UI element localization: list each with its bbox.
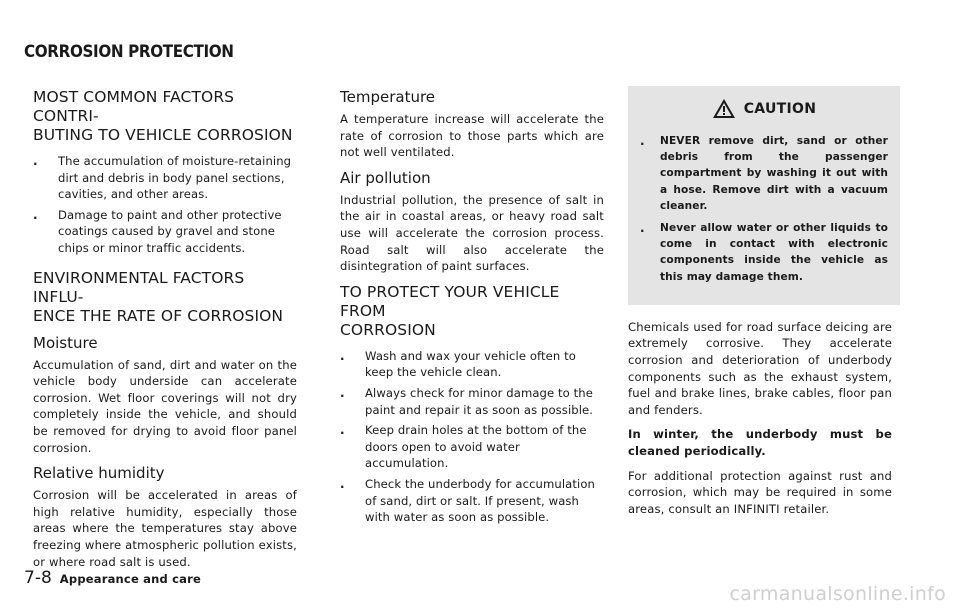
list-item: . The accumulation of moisture-retaining dirt and debris in body panel sections, cavities, and other areas.	[33, 154, 292, 202]
page-number: 7-8	[24, 568, 52, 588]
page-header-title: CORROSION PROTECTION	[24, 42, 234, 61]
caution-header	[640, 98, 888, 119]
section-heading-environmental-factors: ENVIRONMENTAL FACTORS INFLU- ENCE THE RATE OF CORROSION	[33, 268, 284, 325]
moisture-paragraph: Accumulation of sand, dirt and water on the vehicle body underside can accelerate corrosion. Wet floor coverings will not dry completely inside the vehicle, and should be removed for drying to avoid floor panel corrosion.	[33, 357, 297, 455]
footer-section-name: Appearance and care	[59, 572, 201, 586]
watermark: carmanualsonline.info	[729, 583, 946, 605]
winter-paragraph: In winter, the underbody must be cleaned periodically.	[628, 427, 892, 458]
page-footer	[24, 568, 201, 588]
humidity-paragraph: Corrosion will be accelerated in areas of high relative humidity, especially those areas where the temperatures stay above freezing where atmospheric pollution exists, or where road salt is used.	[33, 488, 297, 569]
column-2	[340, 88, 604, 538]
subheading-air-pollution: Air pollution	[340, 168, 431, 187]
list-item: . Never allow water or other liquids to come in contact with electronic components inside the vehicle as this may damage them.	[640, 221, 888, 283]
section-heading-common-factors: MOST COMMON FACTORS CONTRI- BUTING TO VEHICLE CORROSION	[33, 88, 293, 144]
list-item: . Always check for minor damage to the paint and repair it as soon as possible.	[340, 385, 594, 417]
subheading-moisture: Moisture	[33, 333, 98, 352]
retailer-paragraph: For additional protection against rust and corrosion, which may be required in some areas, consult an INFINITI retailer.	[628, 468, 892, 516]
list-item: . Wash and wax your vehicle often to keep the vehicle clean.	[340, 348, 576, 380]
list-item: . Keep drain holes at the bottom of the doors open to avoid water accumulation.	[340, 423, 587, 471]
caution-box	[628, 86, 900, 305]
warning-triangle-icon	[712, 98, 736, 119]
column-3	[628, 88, 892, 525]
column-1	[33, 88, 297, 578]
list-item: . NEVER remove dirt, sand or other debris from the passenger compartment by washing it out with a hose. Remove dirt with a vacuum cleaner.	[640, 134, 888, 212]
deicing-paragraph: Chemicals used for road surface deicing are extremely corrosive. They accelerate corrosion and deterioration of underbody components such as the exhaust system, fuel and brake lines, brake cables, floor pan and fenders.	[628, 319, 892, 417]
list-item: . Damage to paint and other protective coatings caused by gravel and stone chips or minor traffic accidents.	[33, 207, 282, 255]
common-factors-list	[33, 153, 297, 257]
air-pollution-paragraph: Industrial pollution, the presence of salt in the air in coastal areas, or heavy road salt use will accelerate the corrosion process. Road salt will also accelerate the disintegration of paint surfaces.	[340, 192, 604, 274]
subheading-relative-humidity: Relative humidity	[33, 464, 165, 483]
subheading-temperature: Temperature	[340, 88, 436, 106]
temperature-paragraph: A temperature increase will accelerate the rate of corrosion to those parts which are not well ventilated.	[340, 112, 604, 160]
caution-label: CAUTION	[743, 100, 817, 117]
caution-list	[640, 133, 888, 285]
section-heading-protect-vehicle: TO PROTECT YOUR VEHICLE FROM CORROSION	[340, 282, 560, 339]
list-item: . Check the underbody for accumulation of sand, dirt or salt. If present, wash with water as soon as possible.	[340, 476, 595, 525]
protect-list	[340, 348, 604, 526]
